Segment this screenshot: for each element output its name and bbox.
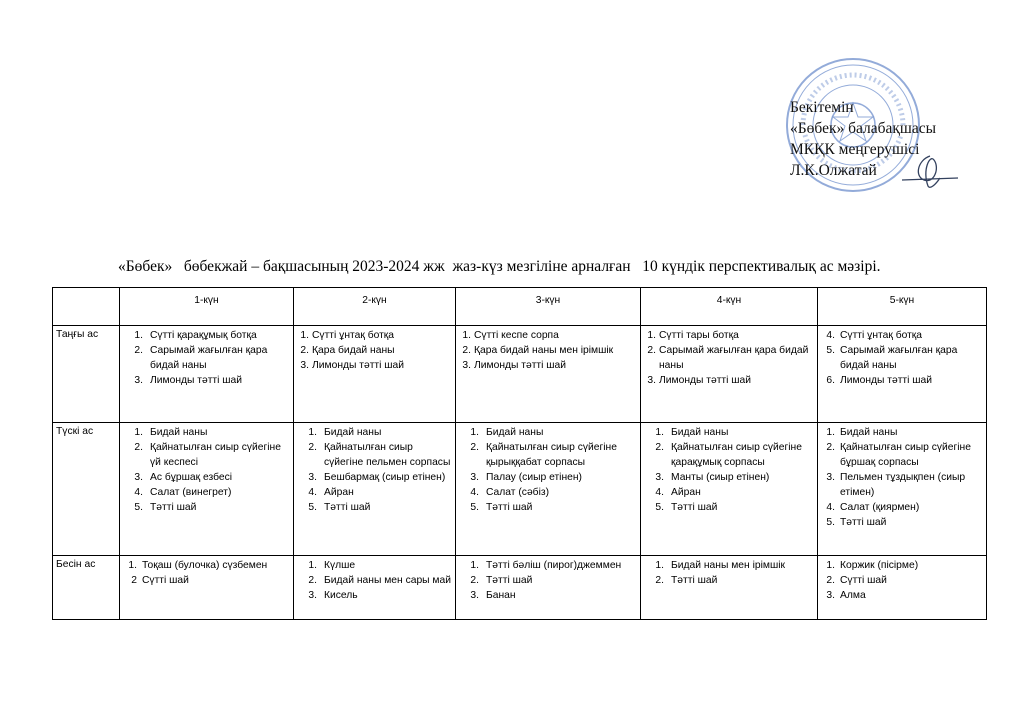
- list-item: 2. Тәтті шай: [655, 575, 718, 586]
- list-item: 4. Сүтті ұнтақ ботқа: [826, 330, 923, 341]
- list-item: 4. Айран: [308, 487, 354, 498]
- column-header: 1-күн: [120, 288, 294, 326]
- menu-cell: [818, 556, 987, 620]
- list-item: 5. Сарымай жағылған қара бидай наны: [826, 345, 958, 371]
- list-item: 1. Күлше: [308, 560, 356, 571]
- list-item: 1. Тәтті бәліш (пирог)джеммен: [470, 560, 622, 571]
- list-item: 4. Салат (сәбіз): [470, 487, 550, 498]
- menu-cell: [120, 556, 294, 620]
- list-item: 4. Салат (винегрет): [134, 487, 232, 498]
- menu-cell: [641, 326, 818, 423]
- meal-label: Түскі ас: [53, 423, 120, 556]
- list-item: 3. Лимонды тәтті шай: [647, 375, 752, 386]
- list-item: 2. Бидай наны мен сары май: [308, 575, 451, 586]
- list-item: 1. Сүтті тары ботқа: [647, 330, 739, 341]
- handwritten-signature: [900, 150, 960, 194]
- list-item: 3. Палау (сиыр етінен): [470, 472, 582, 483]
- list-item: 3. Лимонды тәтті шай: [462, 360, 567, 371]
- column-header: [53, 288, 120, 326]
- list-item: 1. Тоқаш (булочка) сүзбемен: [128, 560, 268, 571]
- list-item: 4. Салат (қиярмен): [826, 502, 920, 513]
- list-item: 5. Тәтті шай: [308, 502, 371, 513]
- list-item: 5. Тәтті шай: [655, 502, 718, 513]
- list-item: 2. Сарымай жағылған қара бидай наны: [647, 345, 809, 371]
- column-header: 2-күн: [294, 288, 456, 326]
- list-item: 1. Бидай наны: [308, 427, 382, 438]
- list-item: 3. Манты (сиыр етінен): [655, 472, 770, 483]
- list-item: 1. Бидай наны: [655, 427, 729, 438]
- table-row: [53, 556, 987, 620]
- approval-line: Бекітемін: [790, 99, 854, 116]
- list-item: 3. Банан: [470, 590, 516, 601]
- list-item: 5. Тәтті шай: [470, 502, 533, 513]
- menu-cell: [120, 423, 294, 556]
- menu-cell: [294, 556, 456, 620]
- list-item: 1. Бидай наны: [826, 427, 898, 438]
- table-row: [53, 423, 987, 556]
- table-row: [53, 326, 987, 423]
- list-item: 2. Сүтті шай: [826, 575, 887, 586]
- list-item: 3. Лимонды тәтті шай: [134, 375, 243, 386]
- list-item: 2. Тәтті шай: [470, 575, 533, 586]
- approval-line: Л.К.Олжатай: [790, 162, 877, 179]
- list-item: 2. Қайнатылған сиыр сүйегіне қарақұмық сорпасы: [655, 442, 802, 468]
- menu-cell: [294, 423, 456, 556]
- list-item: 2. Қара бидай наны мен ірімшік: [462, 345, 614, 356]
- meal-label: Таңғы ас: [53, 326, 120, 423]
- list-item: 3. Бешбармақ (сиыр етінен): [308, 472, 446, 483]
- column-header: 5-күн: [818, 288, 987, 326]
- list-item: 5. Тәтті шай: [134, 502, 197, 513]
- menu-cell: [818, 423, 987, 556]
- menu-cell: [818, 326, 987, 423]
- column-header: 4-күн: [641, 288, 818, 326]
- list-item: 1. Сүтті ұнтақ ботқа: [300, 330, 395, 341]
- meal-label: Бесін ас: [53, 556, 120, 620]
- approval-line: «Бөбек» балабақшасы: [790, 120, 937, 137]
- list-item: 2. Қайнатылған сиыр сүйегіне үй кеспесі: [134, 442, 281, 468]
- list-item: 1. Сүтті кеспе сорпа: [462, 330, 559, 341]
- menu-cell: [120, 326, 294, 423]
- approval-line: МКҚК меңгерушісі: [790, 141, 920, 158]
- list-item: 3. Алма: [826, 590, 866, 601]
- menu-table: [52, 287, 987, 620]
- list-item: 6. Лимонды тәтті шай: [826, 375, 933, 386]
- list-item: 4. Айран: [655, 487, 701, 498]
- column-header: 3-күн: [456, 288, 641, 326]
- list-item: 5. Тәтті шай: [826, 517, 887, 528]
- list-item: 3. Пельмен тұздықпен (сиыр етімен): [826, 472, 966, 498]
- list-item: 2. Қайнатылған сиыр сүйегіне пельмен сорпасы: [308, 442, 451, 468]
- list-item: 1. Бидай наны: [470, 427, 544, 438]
- table-header-row: [53, 288, 987, 326]
- list-item: 3. Ас бұршақ езбесі: [134, 472, 233, 483]
- list-item: 1. Бидай наны: [134, 427, 208, 438]
- list-item: 3. Кисель: [308, 590, 358, 601]
- list-item: 1. Сүтті қарақұмық ботқа: [134, 330, 257, 341]
- list-item: 2. Қайнатылған сиыр сүйегіне қырыққабат сорпасы: [470, 442, 617, 468]
- menu-cell: [641, 556, 818, 620]
- list-item: 1. Коржик (пісірме): [826, 560, 919, 571]
- menu-cell: [456, 326, 641, 423]
- list-item: 2 Сүтті шай: [131, 575, 189, 586]
- list-item: 2. Сарымай жағылған қара бидай наны: [134, 345, 268, 371]
- list-item: 1. Бидай наны мен ірімшік: [655, 560, 786, 571]
- menu-cell: [456, 423, 641, 556]
- page-title: «Бөбек» бөбекжай – бақшасының 2023-2024 жж жаз-күз мезгіліне арналған 10 күндік перспективалық ас мәзірі.: [118, 258, 881, 275]
- list-item: 2. Қара бидай наны: [300, 345, 395, 356]
- menu-cell: [294, 326, 456, 423]
- menu-cell: [641, 423, 818, 556]
- list-item: 3. Лимонды тәтті шай: [300, 360, 405, 371]
- menu-cell: [456, 556, 641, 620]
- list-item: 2. Қайнатылған сиыр сүйегіне бұршақ сорпасы: [826, 442, 971, 468]
